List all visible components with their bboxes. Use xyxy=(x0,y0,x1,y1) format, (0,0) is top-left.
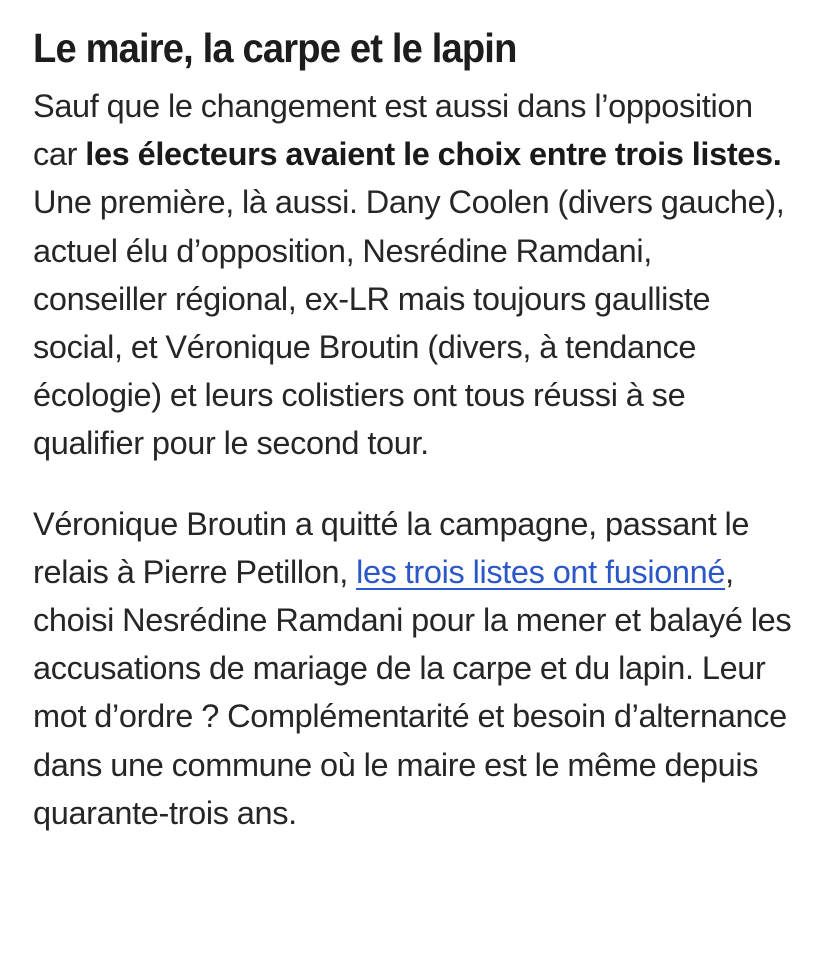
bold-emphasis: les électeurs avaient le choix entre trois listes. xyxy=(85,136,782,173)
section-heading: Le maire, la carpe et le lapin xyxy=(33,25,517,71)
lists-merged-link[interactable]: les trois listes ont fusionné xyxy=(356,553,726,590)
paragraph-opposition xyxy=(33,82,792,468)
paragraph-text: , choisi Nesrédine Ramdani pour la mener et balayé les accusations de mariage de la carpe et du lapin. Leur mot d’ordre ? Complémentarité et besoin d’alternance dans une commune où le maire est le même depuis quarante-trois ans. xyxy=(33,553,792,831)
paragraph-text: Sauf que le changement est aussi dans l’opposition car xyxy=(33,88,753,173)
paragraph-text: Une première, là aussi. Dany Coolen (divers gauche), actuel élu d’opposition, Nesrédine Ramdani, conseiller régional, ex-LR mais toujours gaulliste social, et Véronique Broutin (divers, à tendance écologie) et leurs colistiers ont tous réussi à se qualifier pour le second tour. xyxy=(33,184,785,462)
paragraph-text: Véronique Broutin a quitté la campagne, passant le relais à Pierre Petillon, xyxy=(33,505,750,590)
paragraph-fusion xyxy=(33,500,792,837)
